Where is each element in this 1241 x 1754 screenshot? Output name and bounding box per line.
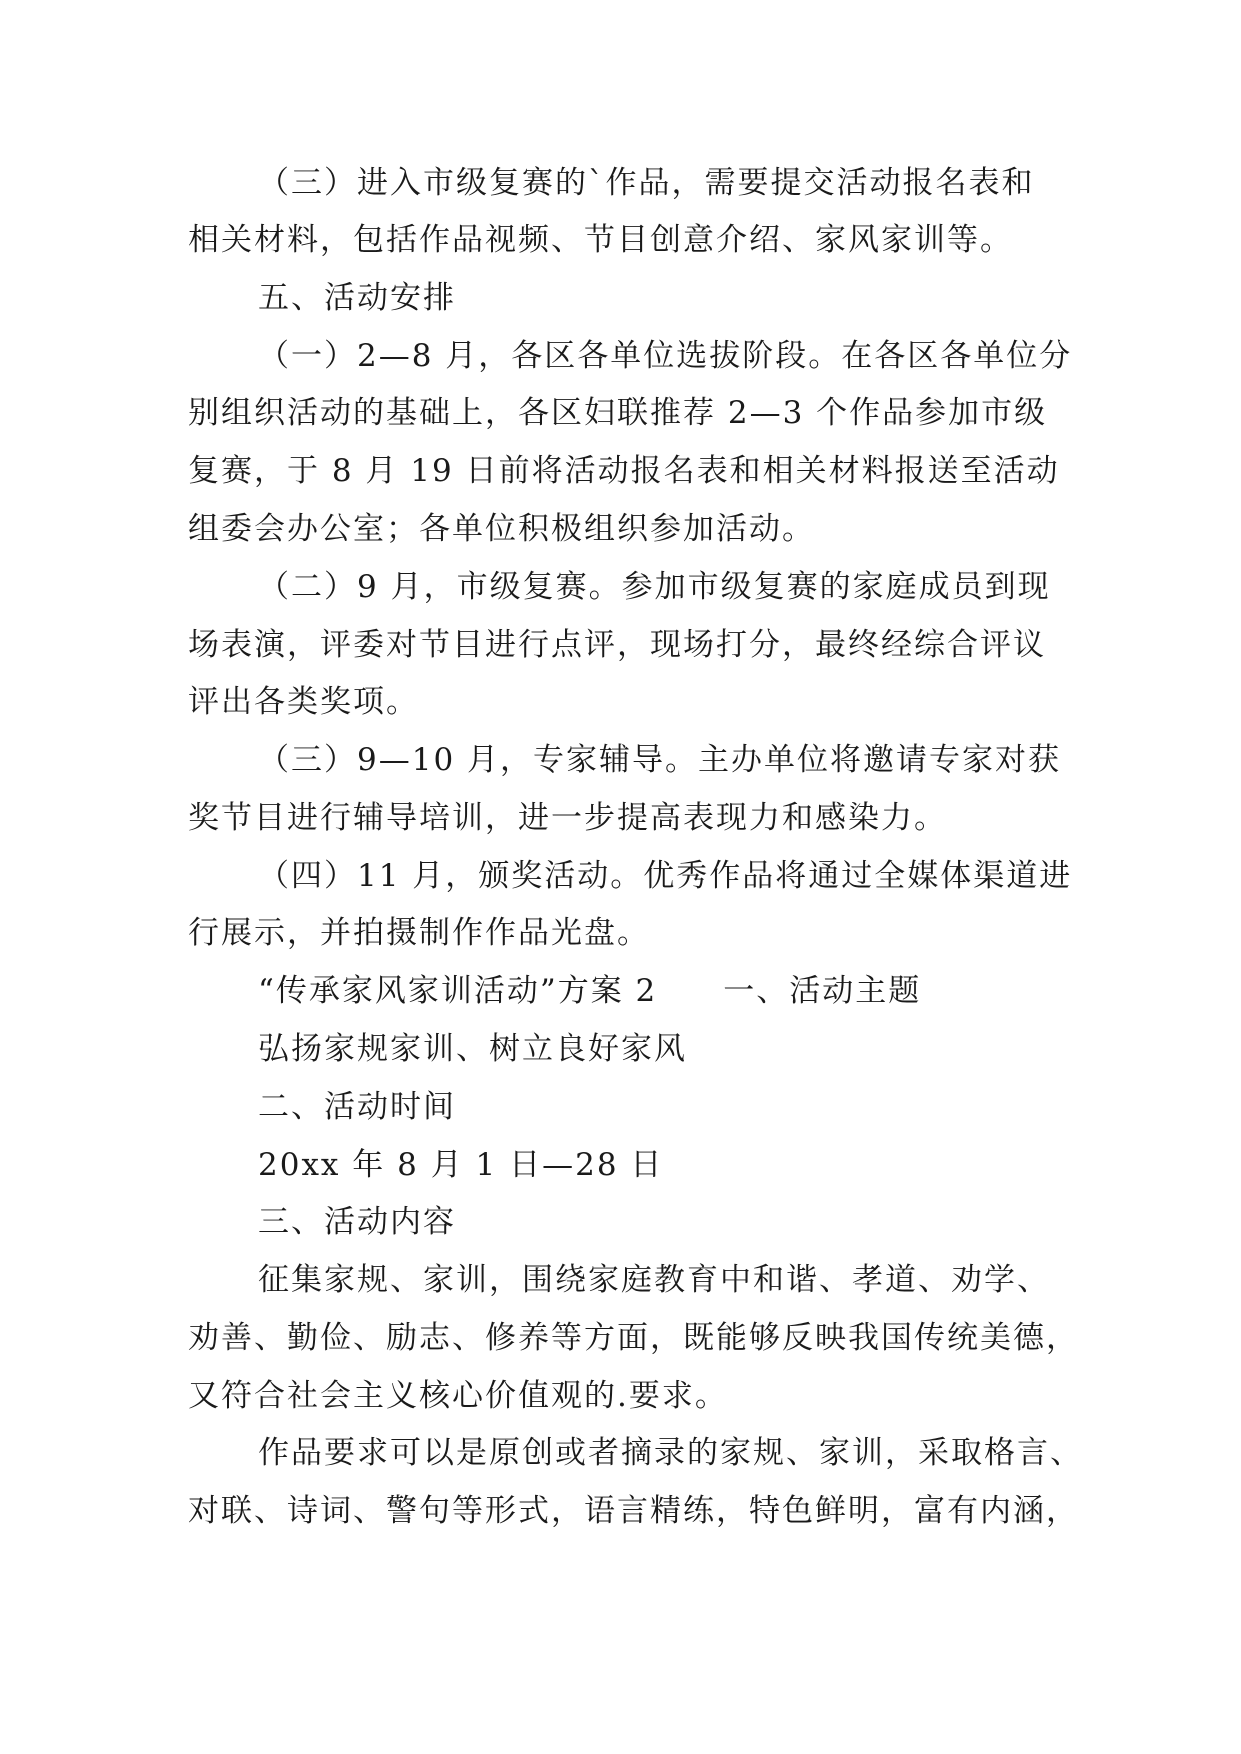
paragraph-line: 弘扬家规家训、树立良好家风 [258, 1031, 687, 1067]
paragraph-line: （一）2—8 月，各区各单位选拔阶段。在各区各单位分 [258, 338, 1073, 374]
paragraph-line: 相关材料，包括作品视频、节目创意介绍、家风家训等。 [188, 222, 1013, 258]
paragraph-line: 20xx 年 8 月 1 日—28 日 [258, 1147, 664, 1183]
paragraph-line: 对联、诗词、警句等形式，语言精练，特色鲜明，富有内涵， [188, 1493, 1079, 1529]
document-title-line: “传承家风家训活动”方案 2 一、活动主题 [258, 973, 922, 1009]
paragraph-line: 征集家规、家训，围绕家庭教育中和谐、孝道、劝学、 [258, 1262, 1050, 1298]
paragraph-line: 复赛，于 8 月 19 日前将活动报名表和相关材料报送至活动 [188, 453, 1060, 489]
paragraph-line: 行展示，并拍摄制作作品光盘。 [188, 915, 650, 951]
paragraph-line: （三）进入市级复赛的`作品，需要提交活动报名表和 [258, 165, 1035, 201]
paragraph-line: （四）11 月，颁奖活动。优秀作品将通过全媒体渠道进 [258, 858, 1073, 894]
paragraph-line: 又符合社会主义核心价值观的.要求。 [188, 1378, 728, 1414]
section-heading: 二、活动时间 [258, 1089, 456, 1125]
paragraph-line: 劝善、勤俭、励志、修养等方面，既能够反映我国传统美德， [188, 1320, 1079, 1356]
paragraph-line: 场表演，评委对节目进行点评，现场打分，最终经综合评议 [188, 627, 1046, 663]
paragraph-line: 评出各类奖项。 [188, 684, 419, 720]
paragraph-line: （三）9—10 月，专家辅导。主办单位将邀请专家对获 [258, 742, 1062, 778]
paragraph-line: 别组织活动的基础上，各区妇联推荐 2—3 个作品参加市级 [188, 395, 1048, 431]
paragraph-line: （二）9 月，市级复赛。参加市级复赛的家庭成员到现 [258, 569, 1051, 605]
paragraph-line: 作品要求可以是原创或者摘录的家规、家训，采取格言、 [258, 1435, 1083, 1471]
paragraph-line: 组委会办公室；各单位积极组织参加活动。 [188, 511, 815, 547]
section-heading: 三、活动内容 [258, 1204, 456, 1240]
paragraph-line: 奖节目进行辅导培训，进一步提高表现力和感染力。 [188, 800, 947, 836]
section-heading: 五、活动安排 [258, 280, 456, 316]
